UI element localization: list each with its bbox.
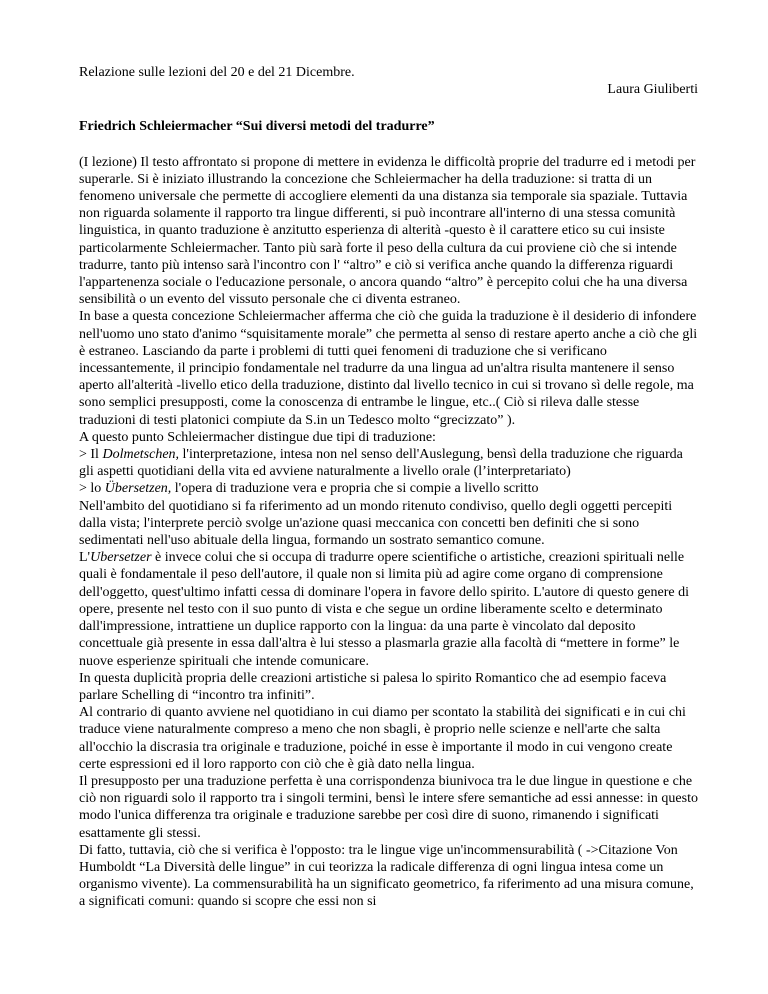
paragraph: > lo Übersetzen, l'opera di traduzione vera e propria che si compie a livello scritto <box>79 481 539 497</box>
foreign-term: Übersetzen, <box>104 481 172 497</box>
foreign-term: Ubersetzer <box>90 550 152 566</box>
paragraph: Nell'ambito del quotidiano si fa riferimento ad un mondo ritenuto condiviso, quello degli oggetti percepiti dalla vista; l'interprete perciò svolge un'azione quasi meccanica con concetti ben definiti che si sono sedimentati nell'uso abituale della lingua, formando un sostrato semantico comune. <box>79 498 673 549</box>
author-name: Laura Giuliberti <box>607 82 698 98</box>
paragraph: In questa duplicità propria delle creazioni artistiche si palesa lo spirito Romantico che ad esempio faceva parlare Schelling di “incontro tra infiniti”. <box>79 670 667 703</box>
body-text <box>79 154 698 911</box>
foreign-term: Dolmetschen, <box>102 447 180 463</box>
paragraph: Al contrario di quanto avviene nel quotidiano in cui diamo per scontato la stabilità dei significati e in cui chi traduce viene naturalmente compreso a meno che non sbagli, è proprio nelle scienze e nell'arte che salta all'occhio la discrasia tra originale e traduzione, poiché in esse è importante il modo in cui vengono create certe espressioni ed il loro rapporto con ciò che è già dato nella lingua. <box>79 705 686 772</box>
paragraph: L'Ubersetzer è invece colui che si occupa di tradurre opere scientifiche o artistiche, creazioni spirituali nelle quali è fondamentale il peso dell'autore, il quale non si limita più ad agire come organo di comprensione dell'oggetto, quest'ultimo infatti cessa di dominare l'opera in favore dello spirito. L'autore di questo genere di opere, presente nel testo con il suo punto di vista e che segue un ordine liberamente scelto e determinato dall'impressione, intrattiene un duplice rapporto con la lingua: da una parte è vincolato dal deposito concettuale già presente in essa dall'altra è lui stesso a plasmarla grazie alla facoltà di “mettere in forme” le nuove esperienze spirituali che intende comunicare. <box>79 550 689 669</box>
paragraph: (I lezione) Il testo affrontato si propone di mettere in evidenza le difficoltà proprie del tradurre ed i metodi per superarle. Si è iniziato illustrando la concezione che Schleiermacher ha della traduzione: si tratta di un fenomeno universale che permette di accogliere elementi da una distanza sia temporale sia spaziale. Tuttavia non riguarda solamente il rapporto tra lingue differenti, si può incontrare all'interno di una stessa comunità linguistica, in quanto traduzione è anzitutto esperienza di alterità -questo è il carattere etico su cui insiste particolarmente Schleiermacher. Tanto più sarà forte il peso della cultura da cui proviene ciò che si intende tradurre, tanto più intenso sarà l'incontro con l' “altro” e ciò si verifica anche quando la differenza riguardi l'appartenenza sociale o l'educazione personale, o ancora quando “altro” è percepito colui che ha una diversa sensibilità o un evento del vissuto personale che ci diventa estraneo. <box>79 154 696 308</box>
paragraph: Il presupposto per una traduzione perfetta è una corrispondenza biunivoca tra le due lingue in questione e che ciò non riguardi solo il rapporto tra i singoli termini, bensì le intere sfere semantiche ad essi annesse: in questo modo l'unica differenza tra originale e traduzione sarebbe per così dire di suono, rimanendo i significati esattamente gli stessi. <box>79 773 698 841</box>
header-line: Relazione sulle lezioni del 20 e del 21 Dicembre. <box>79 65 355 80</box>
document-title: Friedrich Schleiermacher “Sui diversi metodi del tradurre” <box>79 119 435 135</box>
paragraph: In base a questa concezione Schleiermacher afferma che ciò che guida la traduzione è il desiderio di infondere nell'uomo uno stato d'animo “squisitamente morale” che permetta al senso di restare aperto anche a ciò che gli è estraneo. Lasciando da parte i problemi di tutti quei fenomeni di traduzione che si verificano incessantemente, il principio fondamentale nel tradurre da una lingua ad un'altra risulta mantenere il senso aperto all'alterità -livello etico della traduzione, distinto dal livello tecnico in cui si trovano sì delle regole, ma sono semplici presupposti, come la conoscenza di entrambe le lingue, etc..( Ciò si rileva dalle stesse traduzioni di testi platonici compiute da S.in un Tedesco molto “grecizzato” ). <box>79 309 698 428</box>
paragraph: Di fatto, tuttavia, ciò che si verifica è l'opposto: tra le lingue vige un'incommensurabilità ( ->Citazione Von Humboldt “La Diversità delle lingue” in cui teorizza la radicale differenza di ogni lingua intesa come un organismo vivente). La commensurabilità ha un significato geometrico, fa riferimento ad una misura comune, a significati comuni: quando si scopre che essi non si <box>79 842 694 910</box>
paragraph: > Il Dolmetschen, l'interpretazione, intesa non nel senso dell'Auslegung, bensì della traduzione che riguarda gli aspetti quotidiani della vita ed avviene naturalmente a livello orale (l’interpretariato) <box>79 447 683 480</box>
paragraph: A questo punto Schleiermacher distingue due tipi di traduzione: <box>79 429 436 445</box>
